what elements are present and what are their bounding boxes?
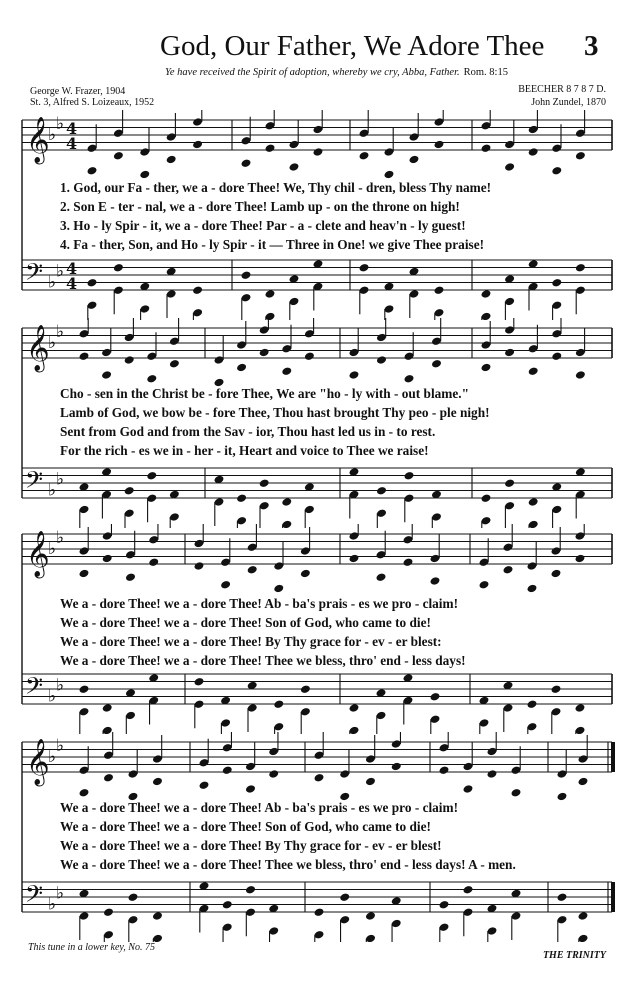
- notehead: [528, 366, 539, 376]
- lyrics-system-1: [60, 178, 612, 254]
- flat-sign-icon: ♭: [48, 894, 57, 915]
- notehead: [101, 370, 112, 380]
- treble-clef-icon: 𝄞: [26, 325, 50, 371]
- notehead: [528, 497, 539, 507]
- notehead: [222, 765, 233, 775]
- lyric-line: We a - dore Thee! we a - dore Thee! By Thy grace for - ev - er blest!: [60, 838, 442, 853]
- treble-clef-icon: 𝄞: [26, 739, 50, 785]
- notehead: [404, 374, 415, 384]
- notehead: [268, 769, 279, 779]
- notehead: [551, 351, 562, 361]
- lyric-line: 4. Fa - ther, Son, and Ho - ly Spir - it — Three in One! we give Thee praise!: [60, 237, 485, 252]
- lyric-line: We a - dore Thee! we a - dore Thee! Ab - ba's prais - es we pro - claim!: [60, 596, 459, 611]
- notehead: [575, 703, 586, 713]
- final-barline: [611, 742, 615, 772]
- bass-clef-icon: 𝄢: [25, 466, 44, 499]
- notehead: [281, 497, 292, 507]
- notehead: [289, 162, 300, 172]
- notehead: [265, 289, 276, 299]
- notehead: [339, 892, 350, 902]
- notehead: [551, 684, 562, 694]
- notehead: [481, 143, 492, 153]
- notehead: [503, 565, 514, 575]
- notehead: [575, 370, 586, 380]
- bass-clef-icon: 𝄢: [25, 258, 44, 291]
- notehead: [113, 151, 124, 161]
- notehead: [265, 143, 276, 153]
- lyric-line: 1. God, our Fa - ther, we a - dore Thee! We, Thy chil - dren, bless Thy name!: [60, 180, 492, 195]
- lyric-line: 3. Ho - ly Spir - it, we a - dore Thee! Par - a - clete and heav'n - ly guest!: [60, 218, 466, 233]
- notehead: [194, 677, 205, 687]
- notehead: [192, 285, 203, 295]
- lyrics-system-3: [60, 594, 612, 670]
- notehead: [314, 907, 325, 917]
- lyric-line: We a - dore Thee! we a - dore Thee! Thee we bless, thro' end - less days! A - men.: [60, 857, 516, 872]
- lyric-line: We a - dore Thee! we a - dore Thee! Son of God, who came to die!: [60, 819, 431, 834]
- footer-note: This tune in a lower key, No. 75: [28, 942, 155, 953]
- notehead: [365, 777, 376, 787]
- notehead: [511, 788, 522, 798]
- notehead: [79, 684, 90, 694]
- notehead: [551, 569, 562, 579]
- flat-sign-icon: ♭: [56, 469, 65, 490]
- notehead: [220, 580, 231, 590]
- notehead: [487, 769, 498, 779]
- notehead: [128, 892, 139, 902]
- notehead: [199, 780, 210, 790]
- notehead: [152, 911, 163, 921]
- notehead: [194, 561, 205, 571]
- notehead: [102, 554, 113, 564]
- lyric-line: 2. Son E - ter - nal, we a - dore Thee! Lamb up - on the throne on high!: [60, 199, 460, 214]
- flat-sign-icon: ♭: [48, 272, 57, 293]
- notehead: [103, 773, 114, 783]
- time-signature: 4: [66, 134, 78, 153]
- final-barline: [611, 882, 615, 912]
- notehead: [247, 565, 258, 575]
- bass-clef-icon: 𝄢: [25, 880, 44, 913]
- notehead: [578, 777, 589, 787]
- notehead: [349, 370, 360, 380]
- notehead: [79, 788, 90, 798]
- flat-sign-icon: ♭: [56, 321, 65, 342]
- notehead: [113, 263, 124, 273]
- bass-clef-icon: 𝄢: [25, 672, 44, 705]
- notehead: [481, 289, 492, 299]
- flat-sign-icon: ♭: [48, 747, 57, 767]
- notehead: [504, 162, 515, 172]
- notehead: [481, 363, 492, 373]
- flat-sign-icon: ♭: [56, 113, 65, 134]
- notehead: [241, 270, 252, 280]
- notehead: [391, 762, 402, 772]
- notehead: [359, 151, 370, 161]
- notehead: [236, 363, 247, 373]
- composer-credit: John Zundel, 1870: [531, 97, 606, 108]
- notehead: [504, 348, 515, 358]
- lyric-line: We a - dore Thee! we a - dore Thee! Son of God, who came to die!: [60, 615, 431, 630]
- flat-sign-icon: ♭: [56, 675, 65, 696]
- flat-sign-icon: ♭: [56, 735, 65, 756]
- notehead: [236, 493, 247, 503]
- notehead: [222, 900, 233, 910]
- notehead: [551, 278, 562, 288]
- notehead: [245, 784, 256, 794]
- notehead: [431, 359, 442, 369]
- notehead: [557, 892, 568, 902]
- notehead: [87, 278, 98, 288]
- notehead: [434, 140, 445, 150]
- flat-sign-icon: ♭: [56, 261, 65, 282]
- notehead: [313, 147, 324, 157]
- notehead: [463, 784, 474, 794]
- flat-sign-icon: ♭: [48, 333, 57, 353]
- notehead: [349, 554, 360, 564]
- lyric-line: Lamb of God, we bow be - fore Thee, Thou hast brought Thy peo - ple nigh!: [60, 405, 490, 420]
- hymn-number: 3: [584, 30, 599, 62]
- notehead: [575, 554, 586, 564]
- scripture-text: Ye have received the Spirit of adoption, whereby we cry, Abba, Father.: [165, 67, 460, 78]
- notehead: [148, 557, 159, 567]
- notehead: [79, 351, 90, 361]
- notehead: [463, 885, 474, 895]
- notehead: [124, 355, 135, 365]
- scripture-quote: [165, 67, 508, 78]
- notehead: [551, 166, 562, 176]
- lyric-line: For the rich - es we in - her - it, Heart and voice to Thee we raise!: [60, 443, 429, 458]
- flat-sign-icon: ♭: [48, 539, 57, 559]
- flat-sign-icon: ♭: [48, 125, 57, 145]
- words-credit-author: George W. Frazer, 1904: [30, 86, 126, 97]
- notehead: [403, 557, 414, 567]
- notehead: [273, 584, 284, 594]
- flat-sign-icon: ♭: [48, 686, 57, 707]
- notehead: [575, 263, 586, 273]
- notehead: [479, 580, 490, 590]
- time-signature: 4: [66, 274, 78, 293]
- notehead: [376, 572, 387, 582]
- lyric-line: Sent from God and from the Sav - ior, Thou hast led us in - to rest.: [60, 424, 436, 439]
- lyric-line: We a - dore Thee! we a - dore Thee! By Thy grace for - ev - er blest:: [60, 634, 442, 649]
- lyrics-system-4: [60, 798, 612, 874]
- notehead: [102, 703, 113, 713]
- scripture-reference: Rom. 8:15: [463, 67, 508, 78]
- notehead: [125, 572, 136, 582]
- notehead: [241, 158, 252, 168]
- notehead: [365, 911, 376, 921]
- notehead: [376, 486, 387, 496]
- flat-sign-icon: ♭: [56, 527, 65, 548]
- treble-clef-icon: 𝄞: [26, 531, 50, 577]
- notehead: [304, 351, 315, 361]
- notehead: [409, 155, 420, 165]
- notehead: [578, 911, 589, 921]
- notehead: [79, 569, 90, 579]
- notehead: [146, 374, 157, 384]
- notehead: [439, 765, 450, 775]
- notehead: [481, 493, 492, 503]
- notehead: [528, 147, 539, 157]
- notehead: [245, 885, 256, 895]
- notehead: [430, 692, 441, 702]
- notehead: [314, 773, 325, 783]
- notehead: [152, 777, 163, 787]
- lyric-line: Cho - sen in the Christ be - fore Thee, We are "ho - ly with - out blame.": [60, 386, 469, 401]
- notehead: [300, 684, 311, 694]
- notehead: [504, 478, 515, 488]
- time-signature: 4: [66, 259, 78, 278]
- notehead: [103, 907, 114, 917]
- lyric-line: We a - dore Thee! we a - dore Thee! Ab - ba's prais - es we pro - claim!: [60, 800, 459, 815]
- notehead: [404, 471, 415, 481]
- flat-sign-icon: ♭: [48, 480, 57, 501]
- notehead: [349, 703, 360, 713]
- notehead: [87, 166, 98, 176]
- notehead: [146, 471, 157, 481]
- notehead: [259, 478, 270, 488]
- notehead: [575, 151, 586, 161]
- treble-clef-icon: 𝄞: [26, 117, 50, 163]
- tune-name: BEECHER 8 7 8 7 D.: [518, 84, 606, 95]
- time-signature: 4: [66, 119, 78, 138]
- flat-sign-icon: ♭: [56, 883, 65, 904]
- lyrics-system-2: [60, 384, 612, 460]
- notehead: [300, 569, 311, 579]
- notehead: [281, 366, 292, 376]
- notehead: [169, 359, 180, 369]
- notehead: [273, 699, 284, 709]
- notehead: [124, 486, 135, 496]
- notehead: [376, 355, 387, 365]
- notehead: [527, 584, 538, 594]
- notehead: [359, 263, 370, 273]
- notehead: [166, 155, 177, 165]
- notehead: [430, 576, 441, 586]
- notehead: [192, 140, 203, 150]
- notehead: [434, 285, 445, 295]
- hymn-title: God, Our Father, We Adore Thee: [160, 30, 545, 62]
- notehead: [527, 699, 538, 709]
- footer-category: THE TRINITY: [542, 950, 606, 961]
- words-credit-stanza3: St. 3, Alfred S. Loizeaux, 1952: [30, 97, 155, 108]
- notehead: [259, 348, 270, 358]
- lyric-line: We a - dore Thee! we a - dore Thee! Thee we bless, thro' end - less days!: [60, 653, 466, 668]
- notehead: [439, 900, 450, 910]
